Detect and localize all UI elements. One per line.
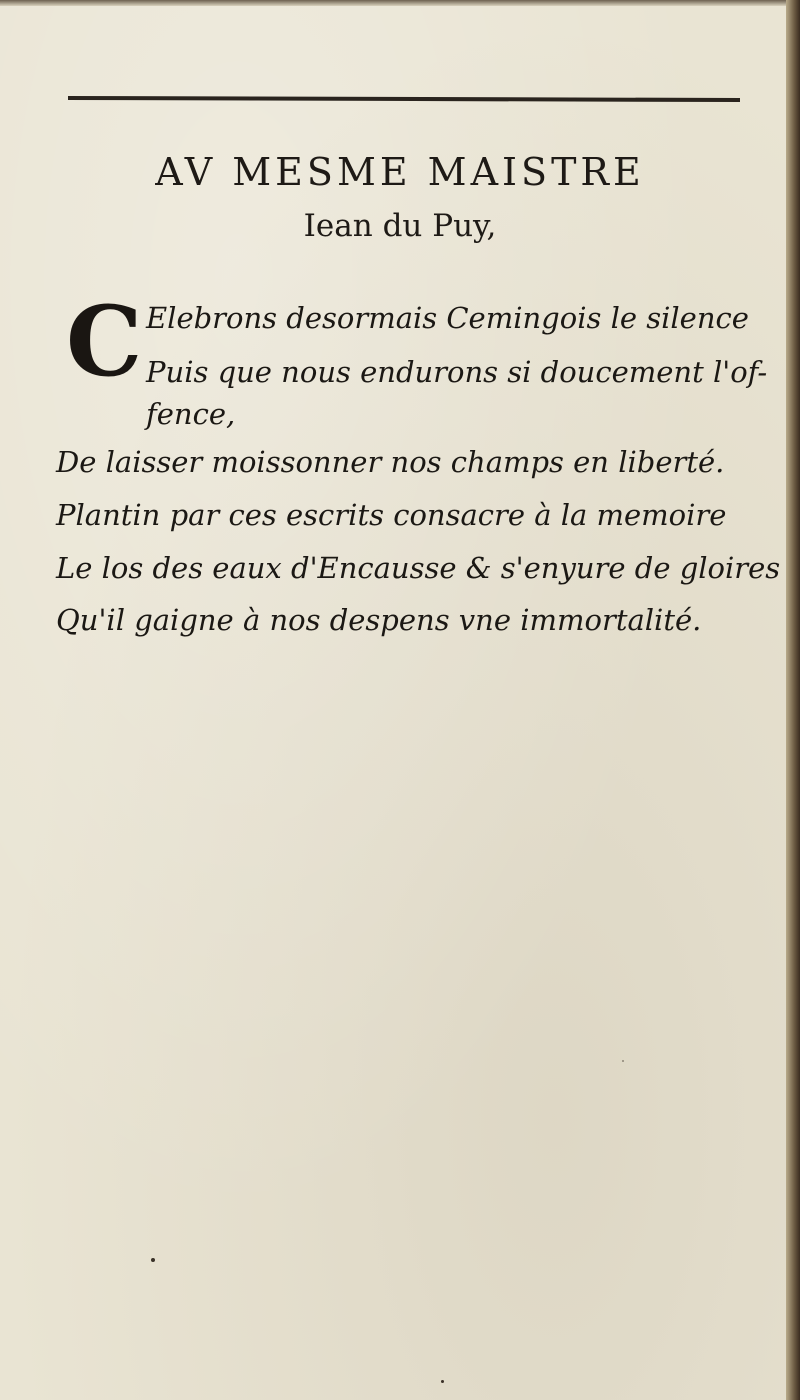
poem-line-2: Puis que nous endurons si doucement l'of- bbox=[146, 355, 768, 389]
page-subheading: Iean du Puy, bbox=[303, 208, 497, 244]
book-gutter bbox=[786, 0, 800, 1400]
poem-line-6: Le los des eaux d'Encausse & s'enyure de gloires bbox=[56, 551, 781, 585]
paper-speck bbox=[151, 1258, 155, 1262]
header-rule bbox=[68, 96, 740, 102]
poem-line-1: Elebrons desormais Cemingois le silence bbox=[146, 301, 749, 335]
page-heading: AV MESME MAISTRE bbox=[155, 150, 645, 194]
poem-line-4: De laisser moissonner nos champs en liberté. bbox=[56, 445, 725, 479]
poem-line-7: Qu'il gaigne à nos despens vne immortalité. bbox=[56, 603, 702, 637]
page-top-edge bbox=[0, 0, 792, 6]
paper-speck bbox=[622, 1060, 624, 1062]
poem-line-3: fence, bbox=[146, 397, 236, 431]
poem-line-5: Plantin par ces escrits consacre à la memoire bbox=[56, 498, 727, 532]
drop-cap-letter: C bbox=[66, 285, 143, 398]
paper-speck bbox=[441, 1380, 444, 1383]
